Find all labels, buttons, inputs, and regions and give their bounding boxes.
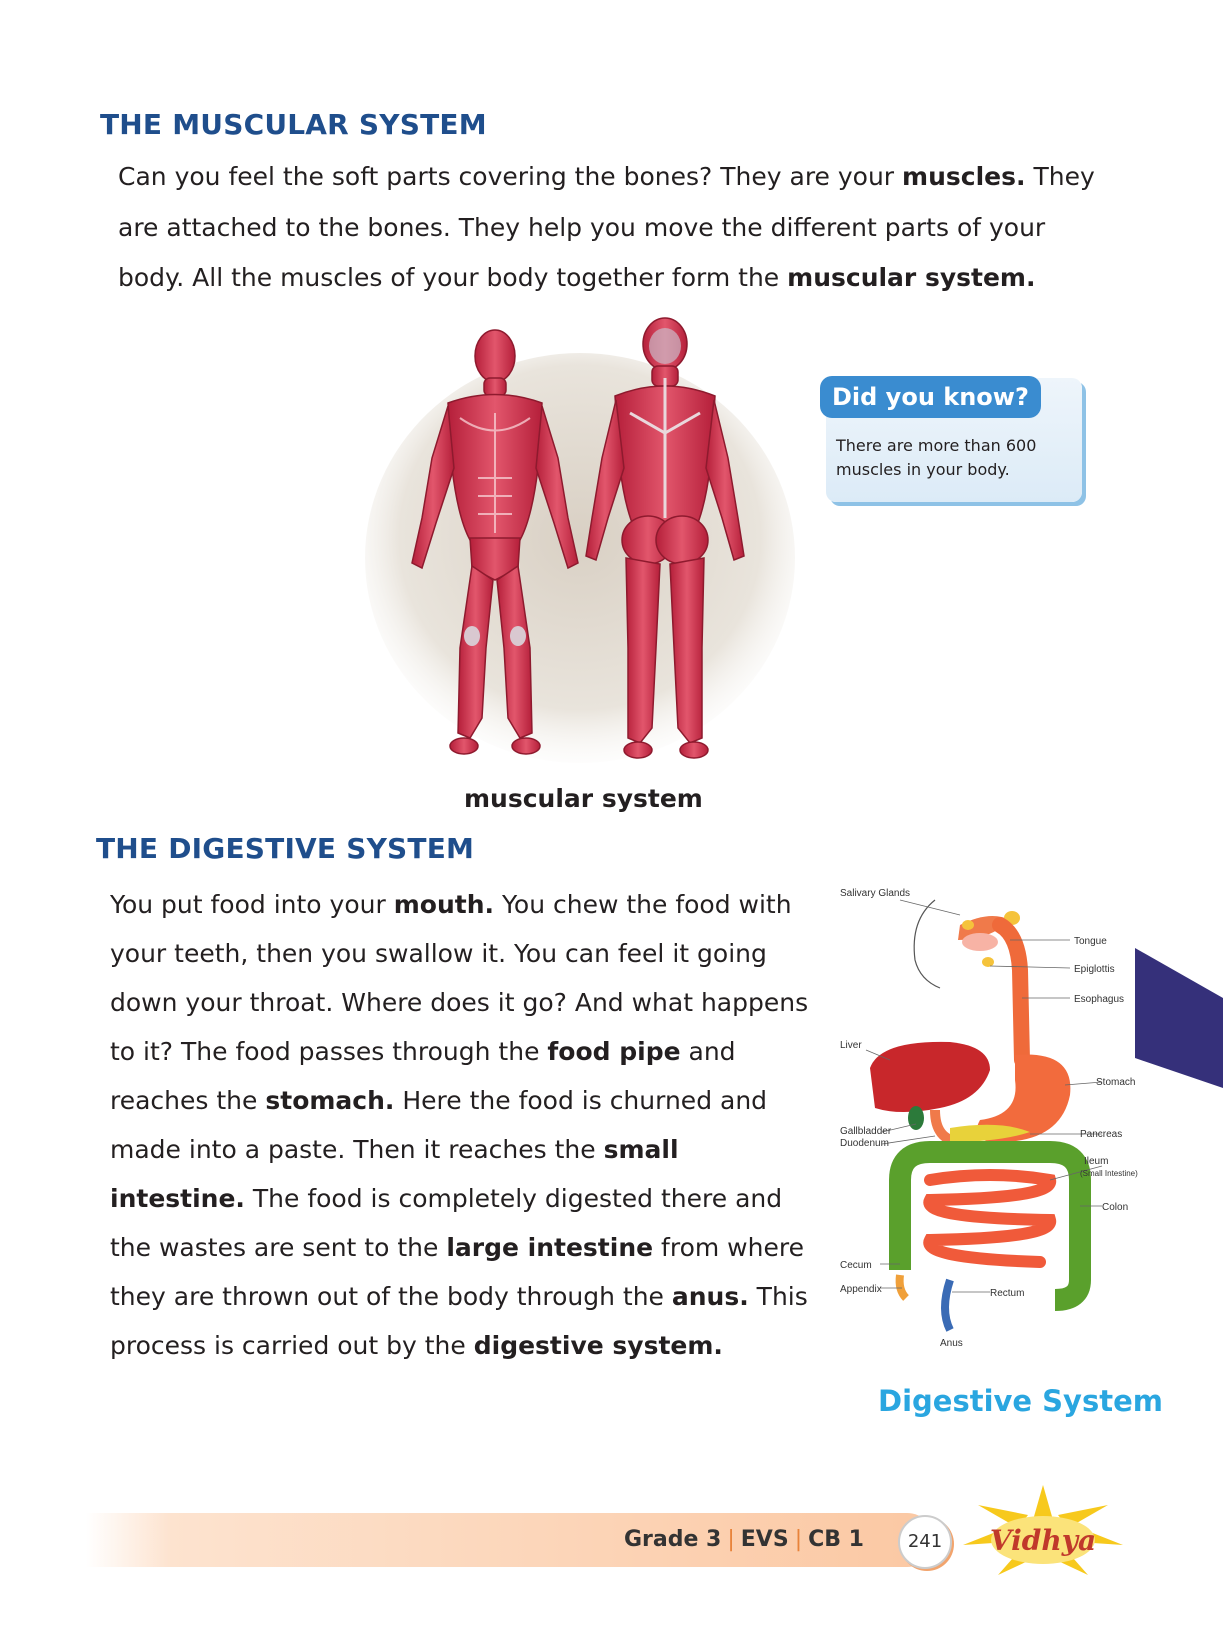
- digestive-text-6: from where they are thrown out of the body through the: [110, 1233, 804, 1311]
- digestive-bold-anus: anus.: [671, 1282, 749, 1311]
- footer-separator: |: [794, 1527, 803, 1552]
- digestive-heading: THE DIGESTIVE SYSTEM: [96, 832, 475, 865]
- label-epiglottis: Epiglottis: [1074, 964, 1115, 975]
- side-tab-marker: [1135, 948, 1223, 1088]
- digestive-bold-digestive-system: digestive system.: [473, 1331, 723, 1360]
- did-you-know-text: There are more than 600 muscles in your body.: [836, 436, 1037, 479]
- digestive-text-3: and reaches the: [110, 1037, 736, 1115]
- label-pancreas: Pancreas: [1080, 1129, 1123, 1140]
- digestive-bold-mouth: mouth.: [393, 890, 494, 919]
- label-rectum: Rectum: [990, 1288, 1025, 1299]
- label-anus: Anus: [940, 1338, 963, 1349]
- digestive-bold-large-intestine: large intestine: [446, 1233, 654, 1262]
- muscular-paragraph: [118, 152, 1118, 304]
- vidhya-logo-text: Vidhya: [989, 1524, 1097, 1557]
- digestive-bold-small-intestine: small intestine.: [110, 1135, 679, 1213]
- footer-text: [624, 1513, 864, 1567]
- label-colon: Colon: [1102, 1202, 1129, 1213]
- digestive-text-2: You chew the food with your teeth, then you swallow it. You can feel it going down your throat. Where does it go? And what happens to it? The food passes through the: [110, 890, 809, 1066]
- footer-grade: Grade 3: [623, 1527, 722, 1552]
- label-tongue: Tongue: [1074, 936, 1107, 947]
- label-duodenum: Duodenum: [840, 1138, 889, 1149]
- label-cecum: Cecum: [840, 1260, 872, 1271]
- muscular-heading: THE MUSCULAR SYSTEM: [100, 108, 487, 141]
- muscular-text-2: They are attached to the bones. They help you move the different parts of your body. All the muscles of your body together form the: [118, 162, 1095, 292]
- digestive-caption: Digestive System: [878, 1384, 1163, 1418]
- muscular-system-illustration: [360, 318, 800, 778]
- label-esophagus: Esophagus: [1074, 994, 1125, 1005]
- page-number: 241: [898, 1515, 952, 1569]
- muscular-caption: muscular system: [464, 784, 703, 813]
- muscular-text-1: Can you feel the soft parts covering the bones? They are your: [118, 162, 903, 191]
- muscular-bold-muscles: muscles.: [902, 162, 1026, 191]
- muscular-bold-system: muscular system.: [787, 263, 1036, 292]
- label-gallbladder: Gallbladder: [840, 1126, 892, 1137]
- label-stomach: Stomach: [1096, 1077, 1136, 1088]
- did-you-know-title: Did you know?: [820, 376, 1041, 418]
- did-you-know-box: [826, 378, 1082, 502]
- digestive-paragraph: [110, 880, 810, 1370]
- footer-book: CB 1: [808, 1527, 864, 1552]
- label-appendix: Appendix: [840, 1284, 882, 1295]
- digestive-bold-food-pipe: food pipe: [547, 1037, 681, 1066]
- label-ileum-sub: (Small Intestine): [1080, 1169, 1138, 1178]
- vidhya-logo: [958, 1480, 1128, 1590]
- label-salivary-glands: Salivary Glands: [840, 888, 911, 899]
- digestive-text-1: You put food into your: [110, 890, 394, 919]
- digestive-text-4: Here the food is churned and made into a paste. Then it reaches the: [110, 1086, 768, 1164]
- footer-subject: EVS: [740, 1527, 789, 1552]
- label-ileum: Ileum: [1084, 1156, 1109, 1167]
- digestive-text-5: The food is completely digested there and the wastes are sent to the: [110, 1184, 783, 1262]
- digestive-bold-stomach: stomach.: [265, 1086, 395, 1115]
- digestive-text-7: This process is carried out by the: [110, 1282, 808, 1360]
- label-liver: Liver: [840, 1040, 862, 1051]
- footer-separator: |: [727, 1527, 735, 1552]
- footer-bar: [86, 1513, 934, 1567]
- digestive-system-diagram: [840, 880, 1138, 1360]
